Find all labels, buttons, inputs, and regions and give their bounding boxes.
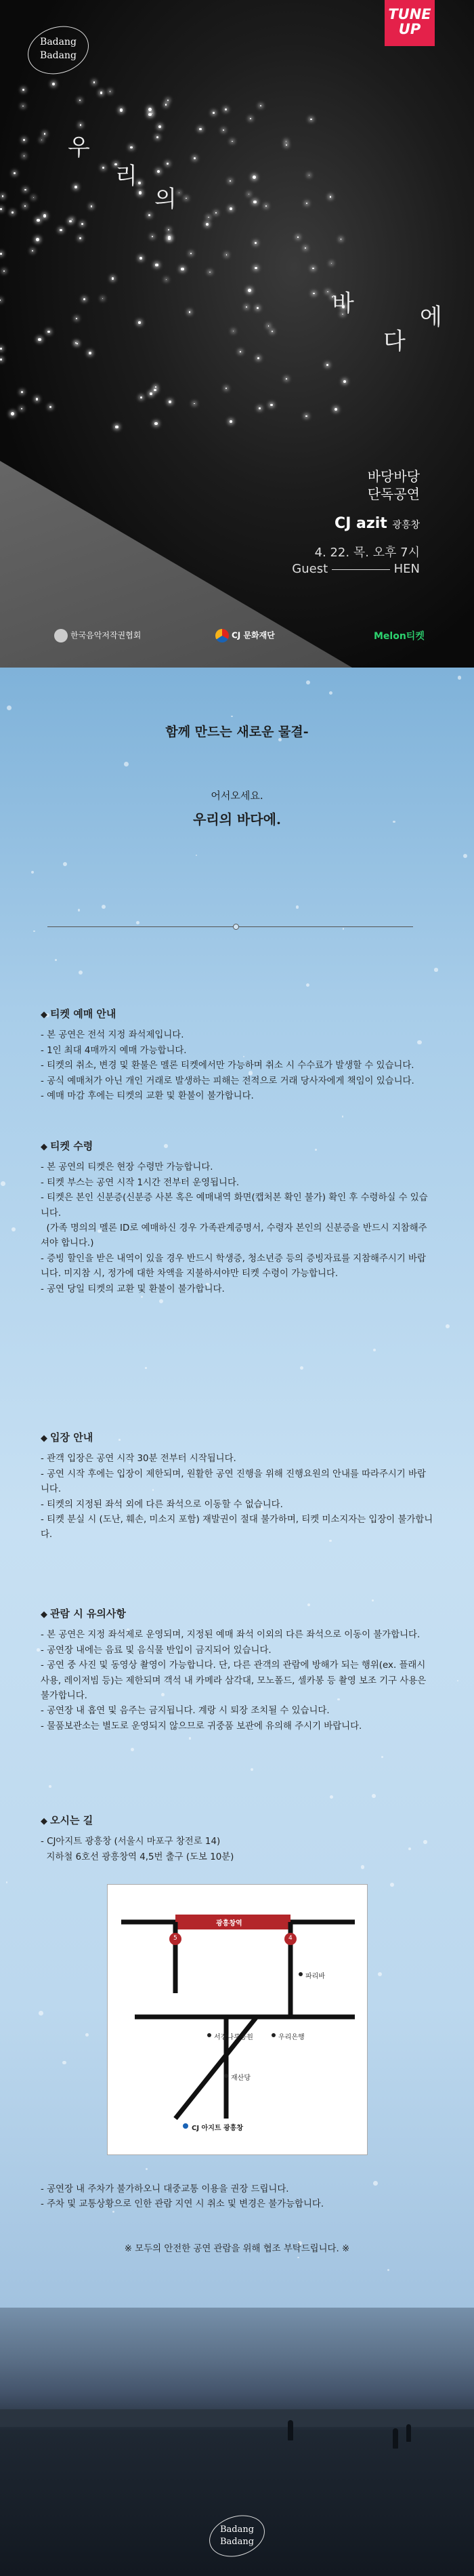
sparkle <box>44 133 45 134</box>
sparkle <box>259 407 261 409</box>
sparkle <box>230 207 232 210</box>
sparkle <box>167 100 169 101</box>
sparkle <box>169 401 171 403</box>
sponsor-komca: 한국음악저작권협회 <box>54 629 141 642</box>
info-line: 지하철 6호선 광흥창역 4,5번 출구 (도보 10분) <box>41 1852 234 1862</box>
info-line: - 증빙 할인을 받은 내역이 있을 경우 반드시 학생증, 청소년증 등의 증빙자료를 지참해주시기 바랍니다. 미지참 시, 정가에 대한 차액을 지불하셔야만 티켓 수령이 가능합니다. <box>41 1253 426 1280</box>
location-map[interactable] <box>107 1884 368 2155</box>
sparkle <box>194 157 196 159</box>
sparkle <box>0 208 2 210</box>
snow-dot <box>390 1883 394 1887</box>
sparkle <box>130 146 133 149</box>
snow-dot <box>49 1785 51 1788</box>
sparkle <box>23 139 25 141</box>
snow-dot <box>251 1768 253 1771</box>
sparkle <box>83 298 85 300</box>
snow-dot <box>231 716 232 717</box>
sparkle <box>150 392 152 395</box>
map-landmark-2: 서강나루공원 <box>214 2034 253 2041</box>
divider-dot <box>233 924 239 930</box>
info-line: - 공연 당일 티켓의 교환 및 환불이 불가합니다. <box>41 1284 225 1294</box>
venue-logo: CJ azit 광흥창 <box>335 515 420 532</box>
intro-title: 우리의 바다에. <box>193 811 281 827</box>
diamond-icon: ◆ <box>41 1142 47 1152</box>
badang-logo-footer: Badang Badang <box>204 2512 270 2560</box>
sparkle <box>52 83 55 85</box>
sparkle <box>225 388 227 389</box>
snow-dot <box>434 968 437 971</box>
sparkle <box>253 201 257 204</box>
sparkle <box>43 214 47 218</box>
diamond-icon: ◆ <box>41 1010 47 1020</box>
sparkle <box>208 217 209 218</box>
snow-dot <box>306 983 309 987</box>
snow-dot <box>300 1366 303 1370</box>
section-directions: ◆ 오시는 길 - CJ아지트 광흥창 (서울시 마포구 창전로 14) 지하철 6호선 광흥창역 4,5번 출구 (도보 10분) <box>41 1813 433 1865</box>
sparkle <box>120 108 123 112</box>
snow-dot <box>39 2011 43 2016</box>
sparkle <box>49 406 51 408</box>
info-line: - 공연 중 사진 및 동영상 촬영이 가능합니다. 단, 다른 관객의 관람에 방해가 되는 행위(ex. 플래시 사용, 레이저빔 등)는 제한되며 객석 내 카메라 삼각대, 모노폴드, 셀카봉 등 촬영 보조 기구 사용은 불가합니다. <box>41 1660 429 1702</box>
info-line: - 공식 예매처가 아닌 개인 거래로 발생하는 피해는 전적으로 거래 당사자에게 책임이 있습니다. <box>41 1076 414 1086</box>
sparkle <box>37 219 39 222</box>
sparkle <box>253 176 256 179</box>
section-ticket-pickup: ◆ 티켓 수령 - 본 공연의 티켓은 현장 수령만 가능합니다. - 티켓 부스는 공연 시작 1시간 전부터 운영됩니다. - 티켓은 본인 신분증(신분증 사본 혹은 예매내역 화면(캡처본 확인 불가) 확인 후 수령하실 수 있습니다. (가족 명의의 멜론 ID로 예매하신 경우 가족관계증명서, 수령자 본인의 신분증을 반드시 지참해주셔야 합니다.) - 증빙 할인을 받은 내역이 있을 경우 반드시 학생증, 청소년증 등의 증빙자료를 지참해주시기 바랍니다. 미지참 시, 정가에 대한 차액을 지불하셔야만 티켓 수령이 가능합니다. - 공연 당일 티켓의 교환 및 환불이 불가합니다. <box>41 1139 433 1297</box>
sparkle <box>230 180 231 182</box>
snow-dot <box>373 1349 376 1352</box>
sparkle <box>327 291 328 293</box>
snow-dot <box>296 905 299 909</box>
sparkle <box>270 404 272 406</box>
sparkle <box>306 203 307 204</box>
sparkle <box>189 311 191 313</box>
sparkle <box>11 412 14 415</box>
sparkle <box>32 250 34 252</box>
info-line: - 티켓의 지정된 좌석 외에 다른 좌석으로 이동할 수 없습니다. <box>41 1499 283 1510</box>
snow-dot <box>387 2269 390 2272</box>
sparkle <box>223 129 224 131</box>
sparkle <box>3 270 5 272</box>
snow-dot <box>330 1795 333 1799</box>
snow-dot <box>343 928 344 929</box>
snow-dot <box>12 1227 16 1231</box>
sparkle <box>257 307 259 309</box>
sparkle <box>272 331 273 332</box>
sparkle <box>0 359 2 361</box>
event-date: 4. 22. 목. 오후 7시 Guest HEN <box>292 546 420 576</box>
snow-dot <box>63 862 67 866</box>
sparkle <box>156 136 158 138</box>
sparkle <box>341 239 342 240</box>
title-char-2: 리 <box>115 163 137 190</box>
sparkle <box>0 253 2 255</box>
sparkle <box>186 198 187 199</box>
sparkle <box>140 396 142 398</box>
sparkle <box>265 205 267 207</box>
sparkle <box>148 108 152 111</box>
info-line: (가족 명의의 멜론 ID로 예매하신 경우 가족관계증명서, 수령자 본인의 신분증을 반드시 지참해주셔야 합니다.) <box>41 1223 427 1249</box>
sparkle <box>206 223 209 226</box>
sparkle <box>33 197 34 198</box>
title-char-1: 우 <box>68 134 90 161</box>
sparkle <box>36 398 39 401</box>
sea-photo <box>0 2308 474 2576</box>
snow-dot <box>145 1367 147 1369</box>
snow-dot <box>55 959 57 961</box>
sparkle <box>255 242 257 244</box>
snow-dot <box>37 1648 40 1652</box>
sparkle <box>167 163 169 165</box>
sparkle <box>326 364 328 366</box>
snow-dot <box>463 854 467 858</box>
snow-dot <box>372 1794 376 1798</box>
snow-dot <box>62 2061 66 2064</box>
sparkle <box>79 100 81 101</box>
sparkle <box>148 113 152 117</box>
sparkle <box>166 279 167 280</box>
snow-dot <box>458 676 462 680</box>
title-char-3: 의 <box>154 186 177 213</box>
sparkle <box>246 306 247 308</box>
diamond-icon: ◆ <box>41 1816 47 1826</box>
sparkle <box>93 81 95 83</box>
snow-dot <box>297 2257 299 2258</box>
sparkle <box>102 298 103 299</box>
sparkle <box>158 125 161 128</box>
info-line: - CJ아지트 광흥창 (서울시 마포구 창전로 14) <box>41 1837 221 1847</box>
snow-dot <box>329 691 332 695</box>
sparkle <box>248 289 251 292</box>
shoreline <box>0 2409 474 2427</box>
sparkle <box>286 144 287 146</box>
section-viewing: ◆ 관람 시 유의사항 - 본 공연은 지정 좌석제로 운영되며, 지정된 예매 좌석 이외의 다른 좌석으로 이동이 불가합니다. - 공연장 내에는 음료 및 음식물 반입이 금지되어 있습니다. - 공연 중 사진 및 동영상 촬영이 가능합니다. 단, 다른 관객의 관람에 방해가 되는 행위(ex. 플래시 사용, 레이저빔 등)는 제한되며 객석 내 카메라 삼각대, 모노폴드, 셀카봉 등 촬영 보조 기구 사용은 불가합니다. - 공연장 내 흡연 및 음주는 금지됩니다. 계랑 시 퇴장 조치될 수 있습니다. - 물품보관소는 별도로 운영되지 않으므로 귀중품 보관에 유의해 주시기 바랍니다. <box>41 1606 433 1734</box>
sparkle <box>81 223 83 225</box>
info-line: - 본 공연은 지정 좌석제로 운영되며, 지정된 예매 좌석 이외의 다른 좌석으로 이동이 불가합니다. <box>41 1630 421 1641</box>
snow-dot <box>342 1116 343 1117</box>
intro-tagline: 함께 만드는 새로운 물결- <box>165 724 309 739</box>
sparkle <box>225 108 227 110</box>
info-line: - 물품보관소는 별도로 운영되지 않으므로 귀중품 보관에 유의해 주시기 바랍니다. <box>41 1721 362 1732</box>
snow-dot <box>146 2168 148 2170</box>
snow-dot <box>306 680 310 684</box>
intro-welcome: 어서오세요. <box>211 790 263 802</box>
sparkle <box>102 167 104 169</box>
sparkle <box>250 118 252 120</box>
sparkle <box>152 236 153 237</box>
snow-dot <box>102 905 106 909</box>
sparkle <box>76 318 77 319</box>
sparkle <box>36 238 39 241</box>
sparkle <box>24 205 25 206</box>
sparkle <box>91 205 92 207</box>
snow-dot <box>446 1324 450 1328</box>
info-line: - 관객 입장은 공연 시작 30분 전부터 시작됩니다. <box>41 1454 236 1465</box>
sparkle <box>24 189 26 191</box>
sparkle <box>199 128 202 131</box>
info-line: - 공연 시작 후에는 입장이 제한되며, 원활한 공연 진행을 위해 진행요원의 안내를 따라주시기 바랍니다. <box>41 1469 426 1495</box>
snow-dot <box>78 909 80 911</box>
sparkle <box>213 112 215 114</box>
snow-dot <box>136 921 139 924</box>
sparkle <box>0 348 2 350</box>
sparkle <box>21 391 23 393</box>
sparkle <box>232 141 233 142</box>
section-notes: - 공연장 내 주차가 불가하오니 대중교통 이용을 권장 드립니다. - 주차 및 교통상황으로 인한 관람 지연 시 취소 및 변경은 불가능합니다. <box>41 2184 324 2210</box>
sparkle <box>74 186 77 188</box>
sparkle <box>305 415 307 417</box>
map-exit-left: 5 <box>173 1935 177 1942</box>
sparkle <box>38 338 41 341</box>
sparkle <box>257 357 259 359</box>
snow-dot <box>7 706 12 710</box>
sparkle <box>312 268 314 270</box>
sparkle <box>343 380 346 383</box>
info-line: - 예매 마감 후에는 티켓의 교환 및 환불이 불가합니다. <box>41 1091 254 1102</box>
map-station-label: 광흥창역 <box>216 1920 242 1927</box>
sparkle <box>21 408 22 409</box>
sparkle <box>230 420 232 423</box>
section-entry: ◆ 입장 안내 - 관객 입장은 공연 시작 30분 전부터 시작됩니다. - 공연 시작 후에는 입장이 제한되며, 원활한 공연 진행을 위해 진행요원의 안내를 따라주시기 바랍니다. - 티켓의 지정된 좌석 외에 다른 좌석으로 이동할 수 없습니다. - 티켓 분실 시 (도난, 훼손, 미소지 포함) 재발권이 절대 불가하며, 티켓 미소지자는 입장이 불가합니다. <box>41 1430 433 1543</box>
diamond-icon: ◆ <box>41 1433 47 1444</box>
snow-dot <box>196 855 197 856</box>
snow-dot <box>381 1756 383 1758</box>
sparkle <box>330 196 332 198</box>
sparkle <box>77 343 78 344</box>
info-line: - 공연장 내 흡연 및 음주는 금지됩니다. 계랑 시 퇴장 조치될 수 있습니다. <box>41 1706 330 1717</box>
sparkle <box>115 426 118 428</box>
sparkle <box>255 267 257 269</box>
sparkle <box>89 352 91 354</box>
person-silhouette <box>393 2428 398 2449</box>
sparkle <box>12 211 14 213</box>
sparkle <box>310 119 312 121</box>
sparkle <box>138 321 141 324</box>
section-ticket-booking: ◆ 티켓 예매 안내 - 본 공연은 전석 지정 좌석제입니다. - 1인 최대 4매까지 예매 가능합니다. - 티켓의 취소, 변경 및 환불은 멜론 티켓에서만 가능하며 취소 시 수수료가 발생할 수 있습니다. - 공식 예매처가 아닌 개인 거래로 발생하는 피해는 전적으로 거래 당사자에게 책임이 있습니다. - 예매 마감 후에는 티켓의 교환 및 환불이 불가합니다. <box>41 1006 433 1104</box>
sparkle <box>139 257 142 260</box>
sparkle <box>47 331 50 333</box>
sparkle <box>79 237 81 239</box>
snow-dot <box>79 970 83 975</box>
sparkle <box>155 386 156 387</box>
sponsor-cj-foundation: CJ 문화재단 <box>215 629 275 642</box>
sparkle <box>22 89 24 91</box>
sparkle <box>168 237 170 239</box>
info-line: - 티켓의 취소, 변경 및 환불은 멜론 티켓에서만 가능하며 취소 시 수수료가 발생할 수 있습니다. <box>41 1061 414 1071</box>
info-line: - 티켓 분실 시 (도난, 훼손, 미소지 포함) 재발권이 절대 불가하며, 티켓 미소지자는 입장이 불가합니다. <box>41 1515 433 1540</box>
sparkle <box>157 170 160 173</box>
diamond-icon: ◆ <box>41 1610 47 1620</box>
sparkle <box>331 263 332 264</box>
map-landmark-1: 파리바 <box>305 1973 325 1980</box>
person-silhouette <box>288 2420 293 2440</box>
title-char-4: 바 <box>332 290 354 317</box>
sparkle <box>60 229 62 231</box>
snow-dot <box>85 2033 89 2037</box>
sparkle <box>168 229 169 230</box>
snow-dot <box>1 1181 5 1186</box>
sparkle <box>139 191 142 194</box>
sparkle <box>260 105 262 107</box>
map-landmark-3: 우리은행 <box>278 2034 305 2041</box>
snow-dot <box>33 931 35 933</box>
snow-dot <box>457 1680 458 1681</box>
sparkle <box>112 277 114 279</box>
snow-dot <box>361 1865 365 1869</box>
snow-dot <box>124 762 129 766</box>
info-line: - 공연장 내에는 음료 및 음식물 반입이 금지되어 있습니다. <box>41 1645 272 1656</box>
title-char-6: 에 <box>420 304 442 331</box>
snow-dot <box>372 1599 374 1601</box>
sparkle <box>100 91 102 94</box>
divider <box>47 926 413 927</box>
sparkle <box>155 264 158 267</box>
title-char-5: 다 <box>383 328 406 355</box>
sparkle <box>148 214 150 216</box>
info-content <box>0 668 474 2576</box>
hero-subtitle: 바당바당 단독공연 <box>367 468 420 502</box>
info-line: - 1인 최대 4매까지 예매 가능합니다. <box>41 1045 187 1056</box>
sparkle <box>80 124 81 125</box>
sparkle <box>305 247 306 249</box>
sparkle <box>286 378 287 380</box>
snow-dot <box>31 871 34 874</box>
map-exit-right: 4 <box>288 1935 293 1942</box>
hero-banner <box>0 0 474 668</box>
badang-logo: Badang Badang <box>20 23 96 77</box>
sparkle <box>2 195 3 197</box>
sparkle <box>24 155 25 157</box>
sparkle <box>154 422 158 426</box>
sponsor-melon-ticket[interactable]: Melon티켓 <box>374 631 425 642</box>
info-line: - 티켓 부스는 공연 시작 1시간 전부터 운영됩니다. <box>41 1177 240 1188</box>
map-destination: CJ 아지트 광흥창 <box>192 2125 243 2132</box>
info-line: - 티켓은 본인 신분증(신분증 사본 혹은 예매내역 화면(캡처본 확인 불가) 확인 후 수령하실 수 있습니다. <box>41 1193 428 1219</box>
sparkle <box>138 182 141 184</box>
info-line: - 본 공연은 전석 지정 좌석제입니다. <box>41 1030 184 1041</box>
sparkle <box>268 325 270 327</box>
sparkle <box>335 408 337 411</box>
info-line: - 본 공연의 티켓은 현장 수령만 가능합니다. <box>41 1162 213 1173</box>
sparkle <box>69 220 72 223</box>
snow-dot <box>131 1748 135 1752</box>
snow-dot <box>378 1972 382 1976</box>
tuneup-logo[interactable]: TUNE UP <box>385 0 435 46</box>
snow-dot <box>159 1299 163 1303</box>
snow-dot <box>6 1881 8 1883</box>
sparkle <box>215 212 217 213</box>
person-silhouette <box>406 2424 411 2442</box>
sparkle <box>181 268 184 271</box>
sparkle <box>313 293 315 295</box>
sparkle <box>22 106 24 107</box>
sparkle <box>190 253 192 254</box>
sparkle <box>154 389 156 391</box>
map-landmark-4: 재산당 <box>231 2074 251 2082</box>
sparkle <box>14 172 16 174</box>
sparkle <box>226 254 227 255</box>
snow-dot <box>189 1737 192 1740</box>
closing-message: ※ 모두의 안전한 공연 관람을 위해 협조 부탁드립니다. ※ <box>124 2244 350 2254</box>
sparkle <box>165 104 167 105</box>
